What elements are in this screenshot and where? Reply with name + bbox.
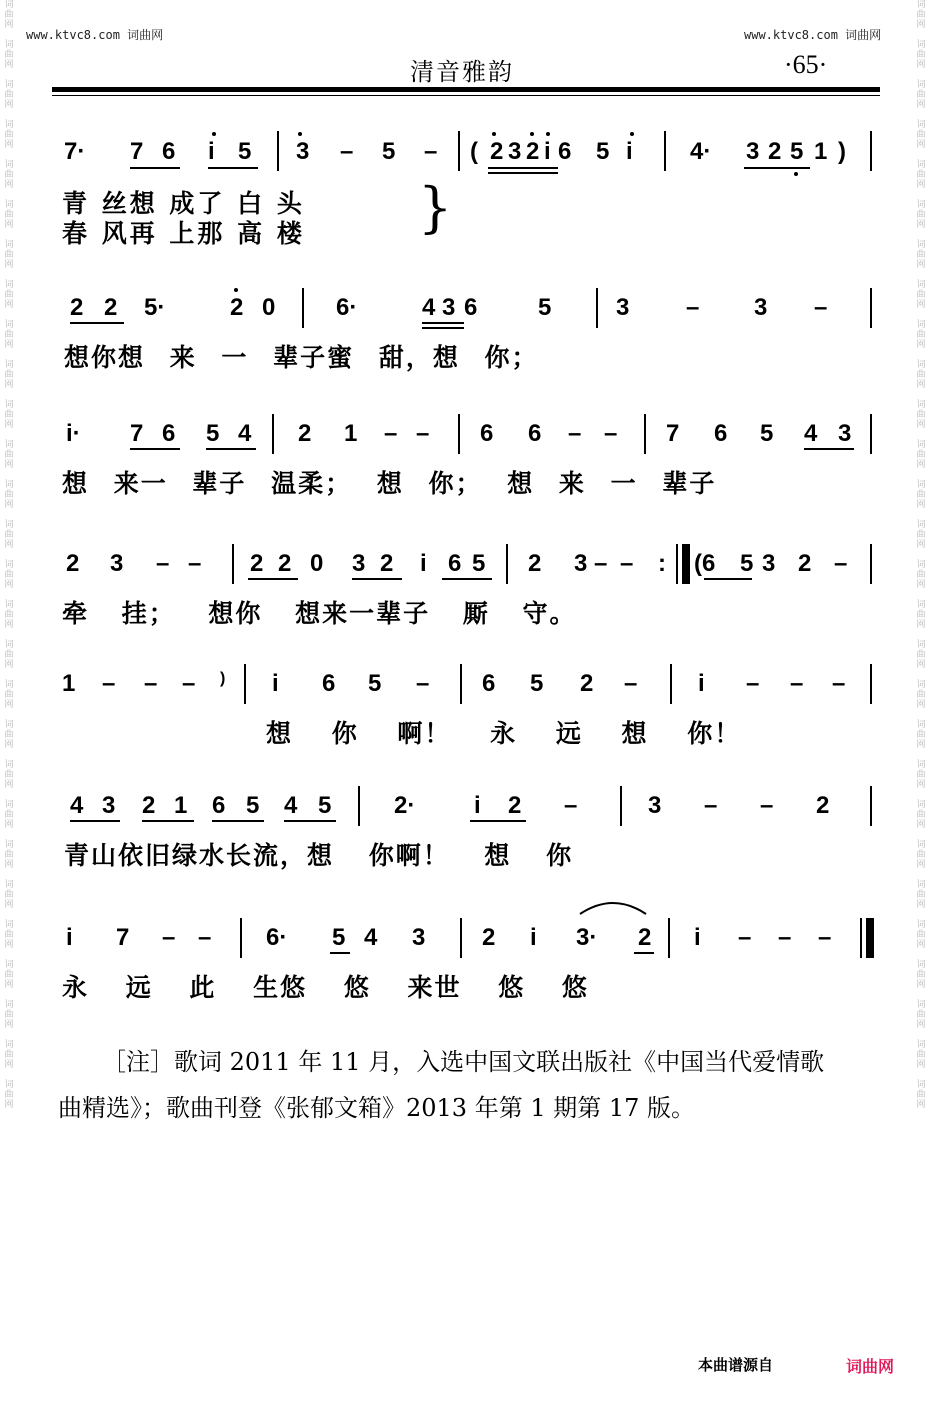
- verse-brace: }: [418, 176, 453, 239]
- lyrics-line-2: 想你想 来 一 辈子蜜 甜，想 你；: [64, 343, 539, 372]
- lyrics-line-4: 牵 挂； 想你 想来一辈子 厮 守。: [62, 599, 577, 628]
- left-edge-watermark: 词 曲 网 词 曲 网 词 曲 网 词 曲 网 词 曲 网 词 曲 网 词 曲 网 词 曲 网 词 曲 网 词 曲 网 词 曲 网 词 曲 网 词 曲 网 词 曲 网 词 曲 网 词 曲 网 词 曲 网 词 曲 网 词 曲 网 词 曲 网 词 曲 网 词 曲 网 词 曲 网 词 曲 网 词 曲 网 词 曲 网 词 曲 网 词 曲 网: [4, 0, 14, 1110]
- note-line-1: ［注］歌词 2011 年 11 月，入选中国文联出版社《中国当代爱情歌: [102, 1048, 825, 1076]
- watermark-right: www.ktvc8.com 词曲网: [744, 28, 882, 42]
- site-name: 词曲网: [846, 1357, 895, 1376]
- lyrics-line-7: 永 远 此 生悠 悠 来世 悠 悠: [62, 973, 589, 1002]
- header-rule-thin: [52, 95, 880, 96]
- note-line-2: 曲精选》；歌曲刊登《张郁文箱》2013 年第 1 期第 17 版。: [58, 1094, 696, 1122]
- slur-tie: [576, 888, 650, 918]
- lyrics-verse-2: 春 风再 上那 高 楼: [62, 219, 305, 248]
- source-label: 本曲谱源自: [698, 1356, 774, 1374]
- lyrics-verse-1: 青 丝想 成了 白 头: [62, 189, 305, 218]
- page-number: ·65·: [784, 50, 828, 79]
- lyrics-line-3: 想 来一 辈子 温柔； 想 你； 想 来 一 辈子: [62, 469, 717, 498]
- lyrics-line-6: 青山依旧绿水长流，想 你啊！ 想 你: [64, 841, 574, 870]
- header-rule-thick: [52, 87, 880, 92]
- book-title: 清音雅韵: [410, 58, 514, 86]
- watermark-left: www.ktvc8.com 词曲网: [26, 28, 164, 42]
- lyrics-line-5: 想 你 啊！ 永 远 想 你！: [266, 719, 742, 748]
- right-edge-watermark: 词 曲 网 词 曲 网 词 曲 网 词 曲 网 词 曲 网 词 曲 网 词 曲 网 词 曲 网 词 曲 网 词 曲 网 词 曲 网 词 曲 网 词 曲 网 词 曲 网 词 曲 网 词 曲 网 词 曲 网 词 曲 网 词 曲 网 词 曲 网 词 曲 网 词 曲 网 词 曲 网 词 曲 网 词 曲 网 词 曲 网 词 曲 网 词 曲 网: [916, 0, 926, 1110]
